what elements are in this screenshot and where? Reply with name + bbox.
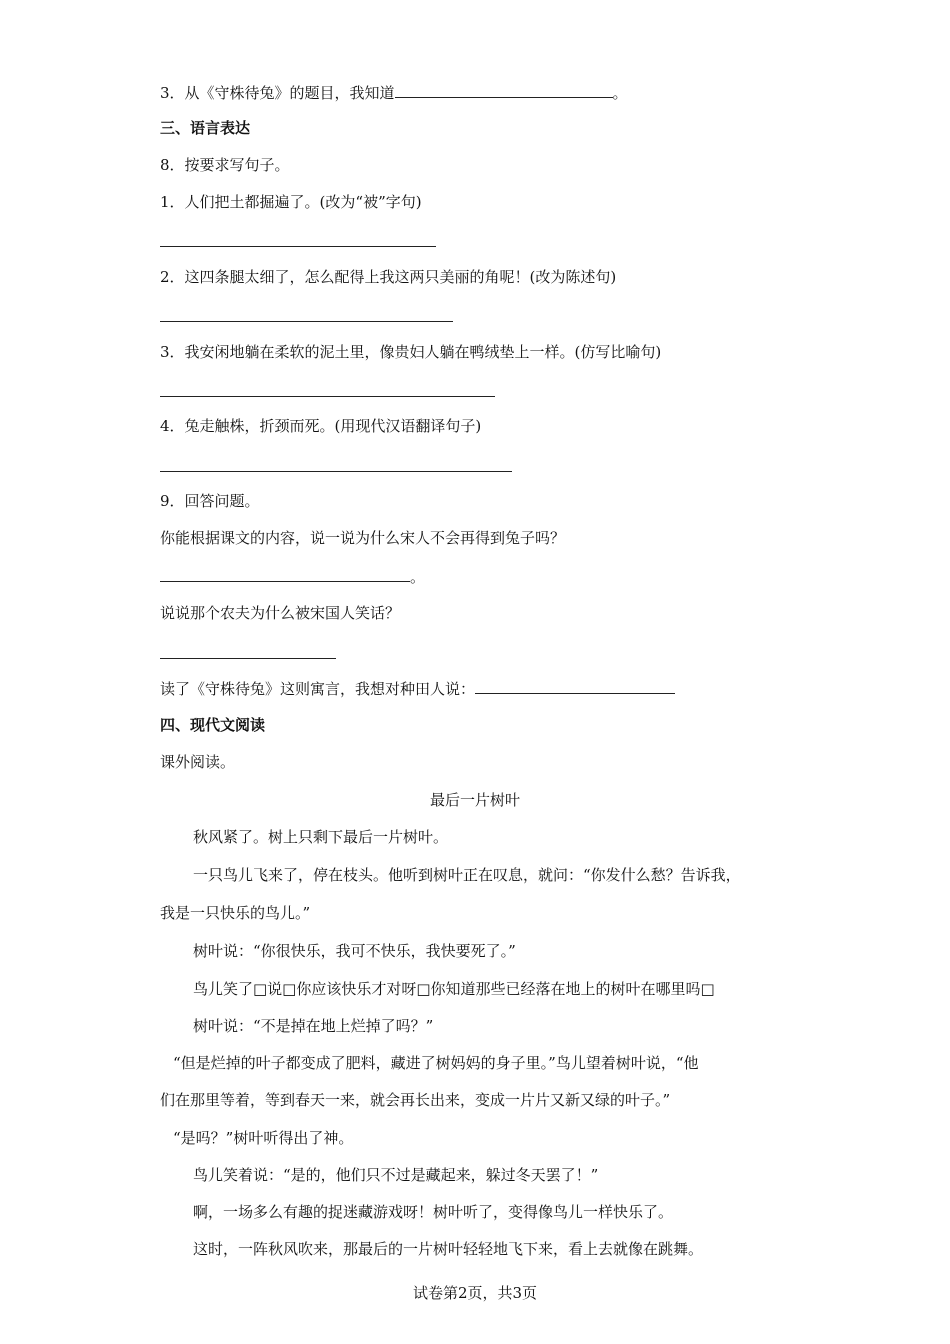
- section-4-heading: 四、现代文阅读: [160, 716, 266, 734]
- passage-line-2: 一只鸟儿飞来了，停在枝头。他听到树叶正在叹息，就问：“你发什么愁？告诉我，: [193, 866, 741, 884]
- question-8-item-4: 4．兔走触株，折颈而死。(用现代汉语翻译句子): [160, 417, 482, 435]
- question-3: [160, 82, 628, 103]
- passage-line-6: 树叶说：“不是掉在地上烂掉了吗？”: [193, 1017, 434, 1035]
- passage-line-5: 鸟儿笑了□说□你应该快乐才对呀□你知道那些已经落在地上的树叶在哪里吗□: [193, 980, 715, 998]
- passage-line-4: 树叶说：“你很快乐，我可不快乐，我快要死了。”: [193, 942, 516, 960]
- question-9-part-1: 你能根据课文的内容，说一说为什么宋人不会再得到兔子吗？: [160, 529, 566, 547]
- answer-line-9-2[interactable]: [160, 658, 336, 659]
- passage-line-10: 鸟儿笑着说：“是的，他们只不过是藏起来，躲过冬天罢了！”: [193, 1166, 599, 1184]
- question-8-item-2: 2．这四条腿太细了，怎么配得上我这两只美丽的角呢！(改为陈述句): [160, 268, 617, 286]
- question-8-item-3: 3．我安闲地躺在柔软的泥土里，像贵妇人躺在鸭绒垫上一样。(仿写比喻句): [160, 343, 662, 361]
- answer-line-8-3[interactable]: [160, 396, 495, 397]
- answer-line-8-2[interactable]: [160, 321, 453, 322]
- question-9-part-3: [160, 678, 675, 699]
- answer-line-8-4[interactable]: [160, 471, 512, 472]
- passage-line-1: 秋风紧了。树上只剩下最后一片树叶。: [193, 828, 449, 846]
- question-3-end: 。: [612, 84, 628, 102]
- question-9-part-1-answer: [160, 566, 425, 587]
- answer-blank-q3[interactable]: [395, 82, 613, 98]
- question-9-part-2: 说说那个农夫为什么被宋国人笑话？: [160, 604, 401, 622]
- passage-line-3: 我是一只快乐的鸟儿。”: [160, 904, 311, 922]
- question-9-stem: 9．回答问题。: [160, 492, 260, 510]
- answer-line-8-1[interactable]: [160, 246, 436, 247]
- page-footer: 试卷第2页，共3页: [412, 1284, 538, 1302]
- section-4-intro: 课外阅读。: [160, 753, 236, 771]
- section-3-heading: 三、语言表达: [160, 119, 251, 137]
- answer-blank-9-3[interactable]: [475, 678, 675, 694]
- passage-line-12: 这时，一阵秋风吹来，那最后的一片树叶轻轻地飞下来，看上去就像在跳舞。: [193, 1240, 704, 1258]
- passage-line-8: 们在那里等着，等到春天一来，就会再长出来，变成一片片又新又绿的叶子。”: [160, 1091, 671, 1109]
- question-8-stem: 8．按要求写句子。: [160, 156, 290, 174]
- question-8-item-1: 1．人们把土都掘遍了。(改为“被”字句): [160, 193, 422, 211]
- passage-title: 最后一片树叶: [429, 791, 520, 809]
- passage-line-11: 啊，一场多么有趣的捉迷藏游戏呀！树叶听了，变得像鸟儿一样快乐了。: [193, 1203, 674, 1221]
- answer-blank-9-1[interactable]: [160, 566, 410, 582]
- passage-line-9: “是吗？”树叶听得出了神。: [173, 1129, 354, 1147]
- question-3-text: 3．从《守株待兔》的题目，我知道: [160, 84, 395, 102]
- question-9-part-1-end: 。: [410, 568, 426, 586]
- question-9-part-3-text: 读了《守株待兔》这则寓言，我想对种田人说：: [160, 680, 476, 698]
- passage-line-7: “但是烂掉的叶子都变成了肥料，藏进了树妈妈的身子里。”鸟儿望着树叶说，“他: [173, 1054, 699, 1072]
